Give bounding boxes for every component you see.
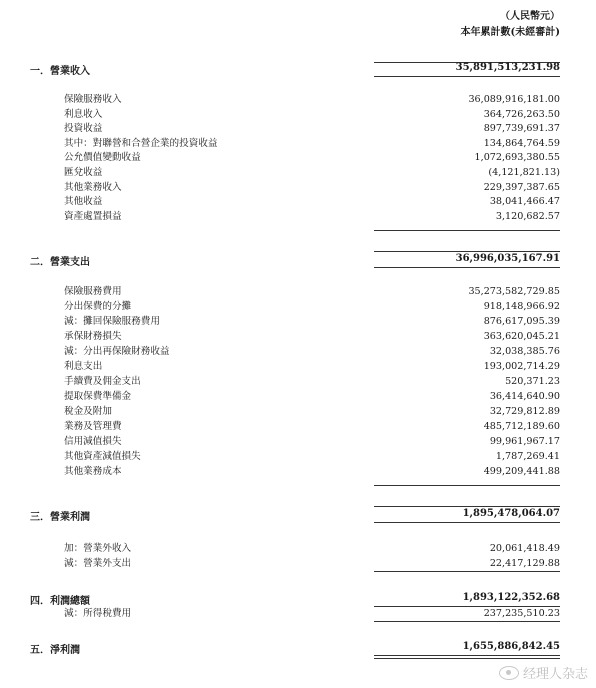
statement-row (0, 607, 596, 620)
statement-row (0, 166, 596, 179)
statement-row (0, 285, 596, 298)
row-amount: (4,121,821.13) (488, 167, 560, 178)
row-label: 分出保費的分攤 (64, 301, 132, 312)
row-amount: 35,273,582,729.85 (468, 286, 560, 297)
row-amount: 36,414,640.90 (489, 391, 560, 402)
watermark-text: 经理人杂志 (522, 667, 588, 682)
row-label: 減：分出再保險財務收益 (64, 346, 170, 357)
statement-row (0, 557, 596, 570)
statement-row (0, 195, 596, 208)
rule (374, 571, 560, 572)
rule (374, 485, 560, 486)
statement-row (0, 181, 596, 194)
statement-row (0, 93, 596, 106)
statement-row (0, 137, 596, 150)
row-label: 減：所得稅費用 (64, 608, 132, 619)
row-label: 其他業務成本 (64, 466, 122, 477)
section-amount-net-profit: 1,655,886,842.45 (462, 641, 560, 652)
row-label: 公允價值變動收益 (64, 152, 141, 164)
row-amount: 520,371.23 (505, 376, 560, 387)
row-amount: 32,729,812.89 (489, 406, 560, 417)
row-amount: 918,148,966.92 (483, 301, 560, 312)
row-label: 資產處置損益 (64, 210, 122, 222)
rule (374, 230, 560, 231)
row-label: 提取保費準備金 (64, 391, 132, 402)
row-label: 加：營業外收入 (64, 543, 132, 554)
row-label: 利息支出 (64, 361, 103, 372)
section-title-expense: 二．營業支出 (30, 257, 90, 268)
row-label: 信用減值損失 (64, 436, 122, 447)
row-label: 稅金及附加 (64, 406, 112, 417)
section-amount-revenue: 35,891,513,231.98 (455, 62, 560, 73)
statement-row (0, 330, 596, 343)
watermark (499, 663, 588, 682)
section-amount-expense: 36,996,035,167.91 (455, 253, 560, 264)
row-amount: 229,397,387.65 (483, 181, 560, 193)
statement-row (0, 542, 596, 555)
row-label: 其中：對聯營和合營企業的投資收益 (64, 137, 218, 149)
row-label: 匯兌收益 (64, 167, 103, 178)
row-amount: 499,209,441.88 (483, 466, 560, 477)
section-title-total-profit: 四．利潤總額 (30, 596, 90, 607)
rule (374, 621, 560, 622)
statement-row (0, 122, 596, 135)
row-amount: 485,712,189.60 (483, 421, 560, 432)
statement-row (0, 151, 596, 164)
row-label: 業務及管理費 (64, 421, 122, 432)
row-amount: 32,038,385.76 (489, 346, 560, 357)
row-label: 其他資產減值損失 (64, 451, 141, 462)
row-amount: 36,089,916,181.00 (468, 94, 560, 105)
statement-row (0, 360, 596, 373)
row-amount: 897,739,691.37 (483, 123, 560, 135)
statement-row (0, 450, 596, 463)
statement-row (0, 375, 596, 388)
row-label: 手續費及佣金支出 (64, 376, 141, 387)
section-amount-total-profit: 1,893,122,352.68 (462, 592, 560, 603)
row-amount: 363,620,045.21 (483, 331, 560, 342)
statement-row (0, 315, 596, 328)
row-amount: 99,961,967.17 (489, 436, 560, 447)
statement-row (0, 345, 596, 358)
statement-row (0, 420, 596, 433)
row-amount: 38,041,466.47 (489, 196, 560, 208)
statement-row (0, 300, 596, 313)
statement-row (0, 465, 596, 478)
row-label: 保險服務收入 (64, 94, 122, 105)
row-amount: 876,617,095.39 (483, 316, 560, 327)
row-amount: 22,417,129.88 (489, 558, 560, 569)
row-label: 減：營業外支出 (64, 558, 132, 569)
row-amount: 1,787,269.41 (495, 451, 560, 462)
row-label: 減：攤回保險服務費用 (64, 316, 160, 327)
statement-row (0, 210, 596, 223)
section-title-revenue: 一．營業收入 (30, 66, 90, 77)
currency-header: （人民幣元） (500, 11, 560, 22)
rule (374, 506, 560, 507)
rule (374, 267, 560, 268)
statement-row (0, 108, 596, 121)
row-amount: 134,864,764.59 (483, 137, 560, 149)
row-label: 保險服務費用 (64, 286, 122, 297)
row-amount: 193,002,714.29 (483, 361, 560, 372)
rule (374, 251, 560, 252)
rule (374, 522, 560, 523)
row-label: 利息收入 (64, 108, 103, 120)
double-rule (374, 655, 560, 659)
weibo-eye-icon (499, 666, 519, 680)
statement-row (0, 405, 596, 418)
statement-row (0, 390, 596, 403)
row-label: 其他業務收入 (64, 181, 122, 193)
statement-row (0, 435, 596, 448)
row-label: 其他收益 (64, 196, 103, 208)
row-amount: 237,235,510.23 (483, 608, 560, 619)
row-label: 投資收益 (64, 123, 103, 135)
row-amount: 1,072,693,380.55 (474, 152, 560, 164)
section-amount-op-profit: 1,895,478,064.07 (462, 508, 560, 519)
row-label: 承保財務損失 (64, 331, 122, 342)
section-title-net-profit: 五．淨利潤 (30, 645, 80, 656)
period-header: 本年累計數(未經審計) (460, 27, 560, 38)
row-amount: 20,061,418.49 (489, 543, 560, 554)
row-amount: 3,120,682.57 (495, 210, 560, 222)
rule (374, 76, 560, 77)
section-title-op-profit: 三．營業利潤 (30, 512, 90, 523)
row-amount: 364,726,263.50 (483, 108, 560, 120)
